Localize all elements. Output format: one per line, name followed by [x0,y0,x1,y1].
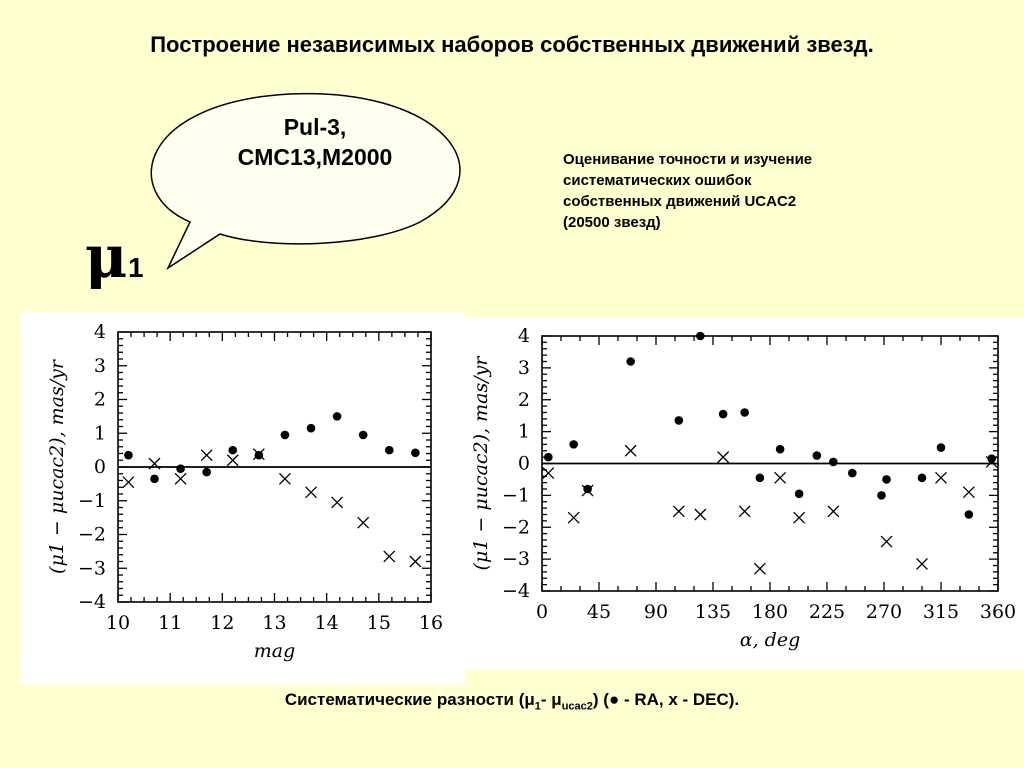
data-point-dec [936,472,947,483]
x-tick-label: 180 [751,601,789,623]
x-tick-label: 13 [262,612,287,634]
data-point-dec [695,509,706,520]
data-point-ra [776,445,785,454]
caption-dash: - [540,690,552,709]
data-point-ra [937,443,946,452]
data-point-ra [228,446,237,455]
data-point-ra [385,446,394,455]
speech-bubble [140,82,490,272]
y-tick-label: 2 [517,388,530,411]
data-point-ra [150,475,159,484]
data-point-dec [881,536,892,547]
data-point-dec [358,517,369,528]
bubble-line-2: CMC13,M2000 [237,144,393,170]
x-tick-label: 14 [314,612,339,634]
data-point-dec [673,506,684,517]
y-axis-label: (μ1 − μucac2), mas/yr [470,356,492,571]
y-tick-label: −2 [501,516,530,539]
data-point-ra [740,408,749,417]
bubble-line-1: Pul-3, [283,114,347,140]
y-tick-label: −4 [501,580,530,602]
x-tick-label: 315 [922,601,960,623]
data-point-dec [828,506,839,517]
x-tick-label: 16 [418,612,444,634]
chart-panel-alpha [465,318,1024,670]
data-point-dec [306,487,317,498]
data-point-dec [739,506,750,517]
x-axis-label: mag [253,640,296,662]
data-point-ra [307,424,316,433]
caption-mu2: μ [551,690,562,709]
description-line: систематических ошибок [563,172,752,189]
data-point-dec [332,497,343,508]
data-point-dec [123,477,134,488]
data-point-ra [333,412,342,421]
data-point-dec [568,512,579,523]
data-point-dec [718,452,729,463]
y-tick-label: −2 [77,523,106,546]
data-point-ra [255,451,264,460]
data-point-dec [543,468,554,479]
data-point-dec [384,551,395,562]
chart-alpha [465,318,1024,670]
caption-suffix: ) (● - RA, x - DEC). [592,690,740,709]
data-point-ra [918,474,927,483]
x-tick-label: 360 [979,601,1017,623]
y-tick-label: −4 [77,591,106,613]
y-tick-label: 2 [93,388,106,411]
x-tick-label: 11 [158,612,183,634]
x-tick-label: 45 [586,601,612,623]
y-tick-label: 0 [517,452,530,475]
page-title: Построение независимых наборов собственных движений звезд. [150,32,874,57]
data-point-ra [813,451,822,460]
data-point-ra [124,451,133,460]
data-point-ra [359,431,368,440]
caption-mu1: μ [524,690,535,709]
y-tick-label: −1 [77,489,106,512]
data-point-ra [795,489,804,498]
data-point-ra [569,440,578,449]
x-tick-label: 225 [808,601,846,623]
x-tick-label: 12 [210,612,235,634]
data-point-ra [411,449,420,458]
x-axis-label: α, deg [739,629,801,651]
data-point-ra [626,357,635,366]
data-point-dec [279,473,290,484]
data-point-ra [877,491,886,500]
description-line: Оценивание точности и изучение [563,151,813,168]
data-point-ra [696,332,705,341]
figure-caption [0,690,1024,712]
y-tick-label: 4 [517,325,530,347]
data-point-ra [583,485,592,494]
y-tick-label: −3 [501,548,530,571]
y-tick-label: 4 [93,321,106,343]
x-tick-label: 270 [865,601,903,623]
y-tick-label: 3 [93,354,106,377]
data-point-ra [965,510,974,519]
data-point-dec [917,558,928,569]
y-tick-label: −1 [501,484,530,507]
data-point-dec [227,455,238,466]
data-point-ra [281,431,290,440]
data-point-ra [202,468,211,477]
y-tick-label: 1 [517,420,530,443]
data-point-ra [719,410,728,419]
chart-mag [20,312,465,685]
x-tick-label: 90 [643,601,669,623]
y-tick-label: 0 [93,456,106,478]
data-point-ra [675,416,684,425]
data-point-dec [625,445,636,456]
description-line: (20500 звезд) [563,214,661,231]
caption-mu1-sub: 1 [534,700,541,713]
data-point-dec [201,450,212,461]
data-point-dec [794,512,805,523]
data-point-ra [882,475,891,484]
data-point-ra [756,474,765,483]
y-axis-label: (μ1 − μucac2), mas/yr [46,360,68,574]
data-point-dec [963,487,974,498]
x-tick-label: 135 [694,601,732,623]
chart-panel-mag [20,312,465,685]
y-tick-label: 3 [517,356,530,379]
x-tick-label: 0 [535,601,549,623]
data-point-dec [775,472,786,483]
description-line: собственных движений UCAC2 [563,193,797,210]
data-point-dec [410,556,421,567]
bubble-text [150,112,480,172]
x-tick-label: 15 [366,612,391,634]
y-tick-label: −3 [77,557,106,580]
mu-symbol: μ [85,223,128,291]
x-tick-label: 10 [105,612,131,634]
data-point-ra [829,458,838,467]
data-point-ra [176,464,185,473]
description-block [563,149,923,233]
data-point-dec [754,563,765,574]
y-tick-label: 1 [93,422,106,445]
data-point-ra [848,469,857,478]
caption-prefix: Систематические разности ( [284,690,525,709]
data-point-ra [544,453,553,462]
caption-mu2-sub: ucac2 [561,700,593,713]
mu-index: 1 [128,252,144,283]
data-point-dec [175,473,186,484]
